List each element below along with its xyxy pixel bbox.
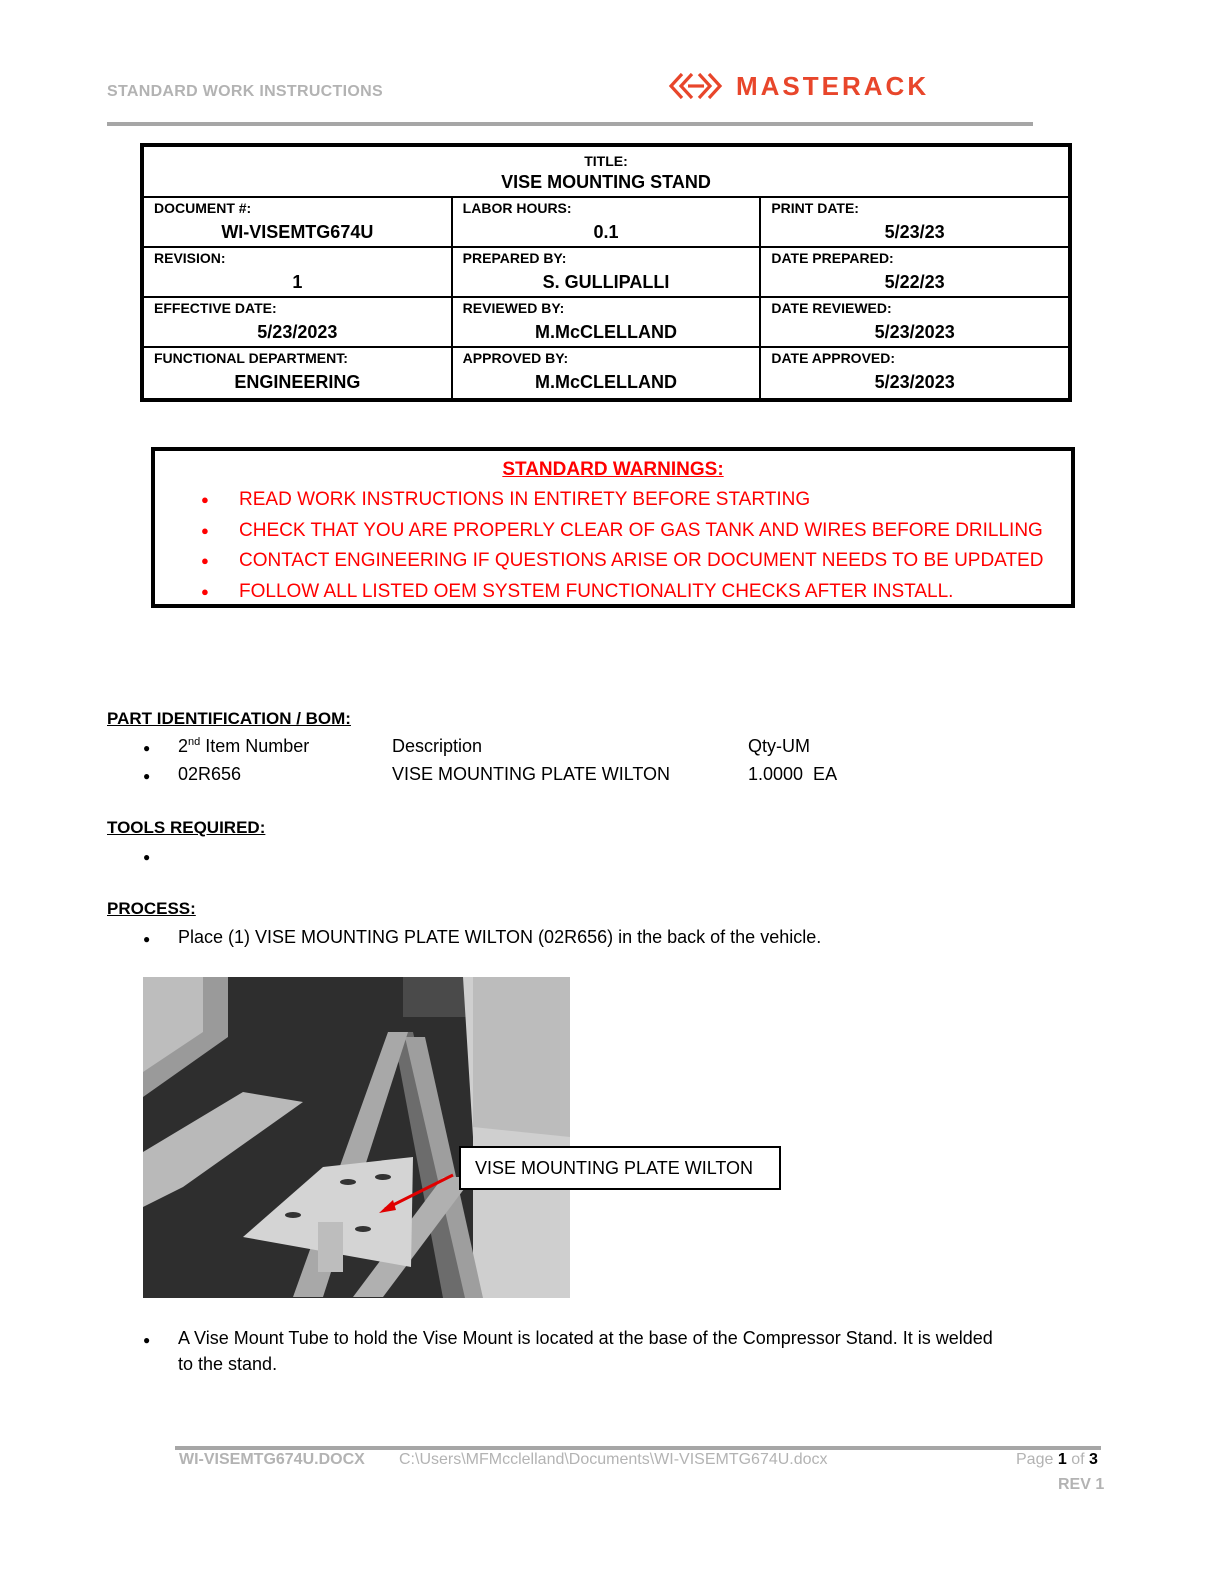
page-total: 3 [1088, 1451, 1098, 1468]
cell-label: DOCUMENT #: [154, 200, 252, 216]
info-row [144, 248, 1068, 298]
cell-value: 1 [292, 272, 303, 292]
bullet-icon: ● [143, 1333, 151, 1347]
cell-value: 5/23/2023 [874, 322, 955, 342]
bom-col-item-prefix: 2 [178, 736, 189, 756]
cell-label: PREPARED BY: [462, 250, 567, 266]
of-word: of [1071, 1451, 1085, 1468]
bullet-icon: ● [143, 850, 151, 864]
warnings-list [199, 485, 1043, 607]
cell-label: LABOR HOURS: [462, 200, 572, 216]
process-step-2-line-1: A Vise Mount Tube to hold the Vise Mount is located at the base of the Compressor Stand. It is welded [178, 1328, 993, 1348]
bullet-icon: ● [143, 741, 151, 755]
cell-label: PRINT DATE: [771, 200, 859, 216]
cell-label: REVIEWED BY: [462, 300, 565, 316]
effective-date-cell [144, 298, 453, 346]
footer-doc-name: WI-VISEMTG674U.DOCX [179, 1451, 365, 1468]
process-heading: PROCESS: [107, 899, 196, 918]
footer-divider [175, 1446, 1101, 1450]
cell-value: 5/23/2023 [874, 372, 955, 392]
document-info-table [140, 143, 1072, 402]
cell-value: 5/22/23 [884, 272, 945, 292]
cell-label: DATE PREPARED: [771, 250, 894, 266]
vise-plate-callout: VISE MOUNTING PLATE WILTON [459, 1146, 781, 1190]
footer-file-path: C:\Users\MFMcclelland\Documents\WI-VISEMTG674U.docx [399, 1451, 828, 1468]
bom-col-description: Description [392, 736, 483, 756]
date-reviewed-cell [761, 298, 1068, 346]
cell-label: DATE APPROVED: [771, 350, 896, 366]
masterack-logo [668, 70, 1034, 102]
info-row [144, 298, 1068, 348]
bom-col-item-number [178, 736, 309, 757]
title-value: VISE MOUNTING STAND [501, 172, 711, 192]
bom-heading: PART IDENTIFICATION / BOM: [107, 709, 351, 728]
print-date-cell [761, 198, 1068, 246]
cell-label: REVISION: [154, 250, 226, 266]
prepared-by-cell [453, 248, 762, 296]
cell-label: DATE REVIEWED: [771, 300, 892, 316]
cell-label: FUNCTIONAL DEPARTMENT: [154, 350, 348, 366]
cell-value: 0.1 [593, 222, 619, 242]
title-cell [144, 147, 1068, 198]
info-row [144, 348, 1068, 398]
header-divider [107, 122, 1033, 126]
warning-item: ● CONTACT ENGINEERING IF QUESTIONS ARISE OR DOCUMENT NEEDS TO BE UPDATED [199, 546, 1043, 577]
bullet-icon: ● [143, 932, 151, 946]
warning-item: ● FOLLOW ALL LISTED OEM SYSTEM FUNCTIONALITY CHECKS AFTER INSTALL. [199, 577, 1043, 608]
bom-col-item-suffix: Item Number [200, 736, 310, 756]
bom-item-number: 02R656 [178, 764, 242, 784]
cell-value: S. GULLIPALLI [542, 272, 670, 292]
bom-item-description: VISE MOUNTING PLATE WILTON [392, 764, 671, 784]
approved-by-cell [453, 348, 762, 398]
masterack-chevron-logo-icon [668, 71, 728, 101]
functional-department-cell [144, 348, 453, 398]
vise-plate-photo [143, 977, 570, 1298]
cell-value: WI-VISEMTG674U [221, 222, 374, 242]
bullet-icon: ● [143, 769, 151, 783]
cell-label: APPROVED BY: [462, 350, 569, 366]
page-number: 1 [1057, 1451, 1067, 1468]
revision-cell [144, 248, 453, 296]
date-approved-cell [761, 348, 1068, 398]
bom-col-item-sup: nd [188, 736, 201, 748]
process-step-2-line-2: to the stand. [178, 1354, 278, 1374]
logo-text: MASTERACK [736, 70, 930, 101]
warning-item: ● CHECK THAT YOU ARE PROPERLY CLEAR OF GAS TANK AND WIRES BEFORE DRILLING [199, 516, 1043, 547]
warnings-title: STANDARD WARNINGS: [502, 459, 724, 480]
cell-value: M.McCLELLAND [535, 372, 677, 392]
cell-value: 5/23/2023 [257, 322, 338, 342]
footer-page-indicator [1016, 1451, 1098, 1469]
labor-hours-cell [453, 198, 762, 246]
cell-value: 5/23/23 [884, 222, 945, 242]
page-word: Page [1016, 1451, 1054, 1468]
tools-heading: TOOLS REQUIRED: [107, 818, 266, 837]
warning-item: ● READ WORK INSTRUCTIONS IN ENTIRETY BEFORE STARTING [199, 485, 1043, 516]
info-row [144, 198, 1068, 248]
cell-value: M.McCLELLAND [535, 322, 677, 342]
bom-item-qty: 1.0000 EA [748, 764, 838, 784]
bom-col-qty: Qty-UM [748, 736, 810, 756]
standard-warnings-box [151, 447, 1075, 608]
vehicle-cargo-image [143, 977, 570, 1298]
reviewed-by-cell [453, 298, 762, 346]
cell-value: ENGINEERING [234, 372, 361, 392]
title-label: TITLE: [584, 153, 628, 169]
date-prepared-cell [761, 248, 1068, 296]
process-step-1: Place (1) VISE MOUNTING PLATE WILTON (02R656) in the back of the vehicle. [178, 927, 822, 947]
document-number-cell [144, 198, 453, 246]
footer-revision: REV 1 [1058, 1476, 1105, 1493]
document-type-heading: STANDARD WORK INSTRUCTIONS [107, 83, 383, 100]
cell-label: EFFECTIVE DATE: [154, 300, 277, 316]
